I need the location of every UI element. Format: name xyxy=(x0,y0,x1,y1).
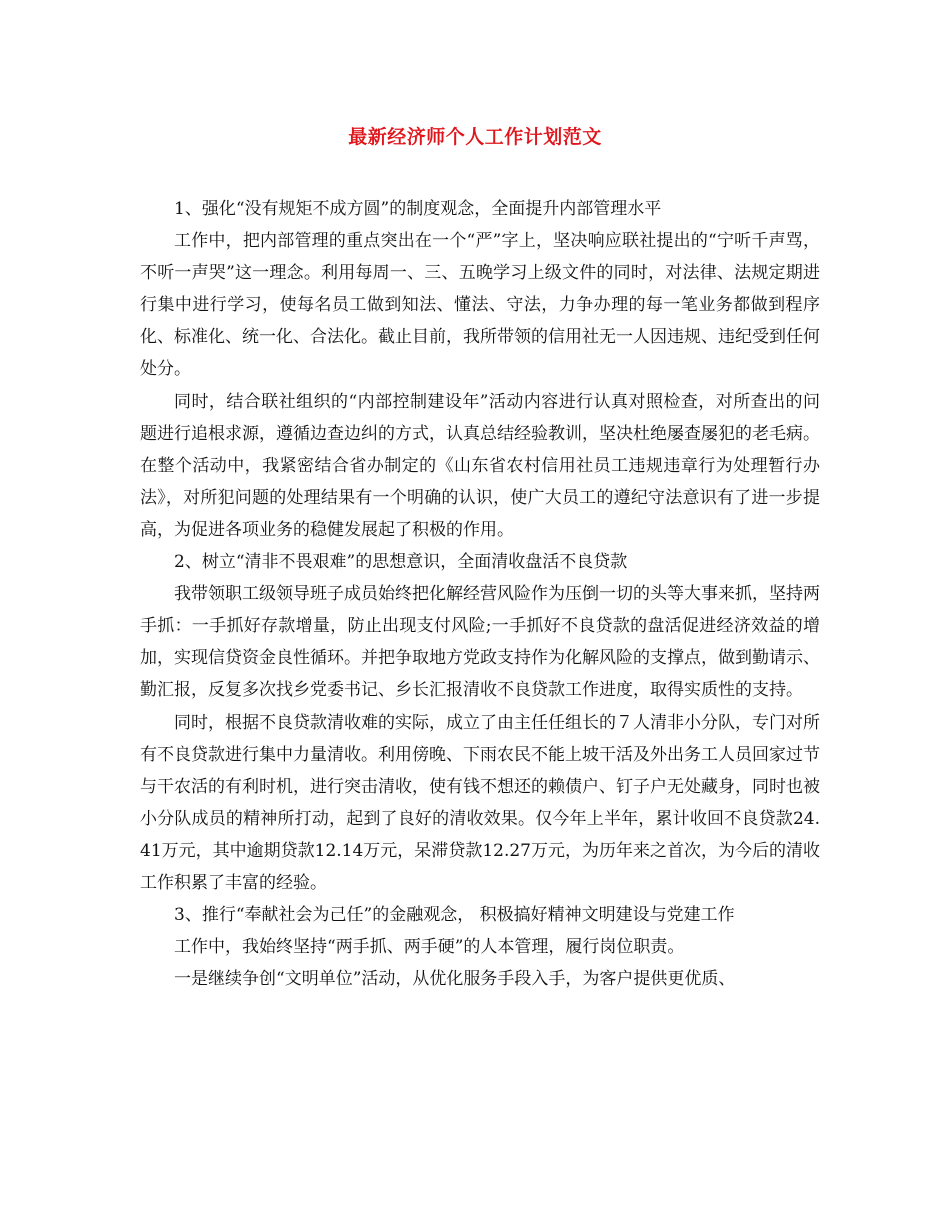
paragraph: 我带领职工级领导班子成员始终把化解经营风险作为压倒一切的头等大事来抓，坚持两手抓：一手抓好存款增量，防止出现支付风险;一手抓好不良贷款的盘活促进经济效益的增加，实现信贷资金良性循环。并把争取地方党政支持作为化解风险的支撑点，做到勤请示、勤汇报，反复多次找乡党委书记、乡长汇报清收不良贷款工作进度，取得实质性的支持。 xyxy=(140,584,820,701)
paragraph: 同时，根据不良贷款清收难的实际，成立了由主任任组长的７人清非小分队，专门对所有不良贷款进行集中力量清收。利用傍晚、下雨农民不能上坡干活及外出务工人员回家过节与干农活的有利时机，进行突击清收，使有钱不想还的赖债户、钉子户无处藏身，同时也被小分队成员的精神所打动，起到了良好的清收效果。仅今年上半年，累计收回不良贷款24.41万元，其中逾期贷款12.14万元，呆滞贷款12.27万元，为历年来之首次，为今后的清收工作积累了丰富的经验。 xyxy=(140,712,820,893)
paragraph-heading-2: 2、树立“清非不畏艰难”的思想意识，全面清收盘活不良贷款 xyxy=(174,552,628,573)
paragraph: 一是继续争创“文明单位”活动，从优化服务手段入手，为客户提供更优质、 xyxy=(174,969,736,990)
paragraph: 工作中，把内部管理的重点突出在一个“严”字上，坚决响应联社提出的“宁听千声骂，不听一声哭”这一理念。利用每周一、三、五晚学习上级文件的同时，对法律、法规定期进行集中进行学习，使每名员工做到知法、懂法、守法，力争办理的每一笔业务都做到程序化、标准化、统一化、合法化。截止目前，我所带领的信用社无一人因违规、违纪受到任何处分。 xyxy=(140,231,820,380)
document-body xyxy=(140,193,820,995)
paragraph: 工作中，我始终坚持“两手抓、两手硬”的人本管理，履行岗位职责。 xyxy=(174,937,685,958)
paragraph-heading-3: 3、推行“奉献社会为己任”的金融观念， 积极搞好精神文明建设与党建工作 xyxy=(174,905,735,926)
document-title: 最新经济师个人工作计划范文 xyxy=(348,126,602,148)
paragraph-heading-1: 1、强化“没有规矩不成方圆”的制度观念，全面提升内部管理水平 xyxy=(174,199,662,219)
paragraph: 同时，结合联社组织的“内部控制建设年”活动内容进行认真对照检查，对所查出的问题进行追根求源，遵循边查边纠的方式，认真总结经验教训，坚决杜绝屡查屡犯的老毛病。在整个活动中，我紧密结合省办制定的《山东省农村信用社员工违规违章行为处理暂行办法》，对所犯问题的处理结果有一个明确的认识，使广大员工的遵纪守法意识有了进一步提高，为促进各项业务的稳健发展起了积极的作用。 xyxy=(140,391,820,540)
